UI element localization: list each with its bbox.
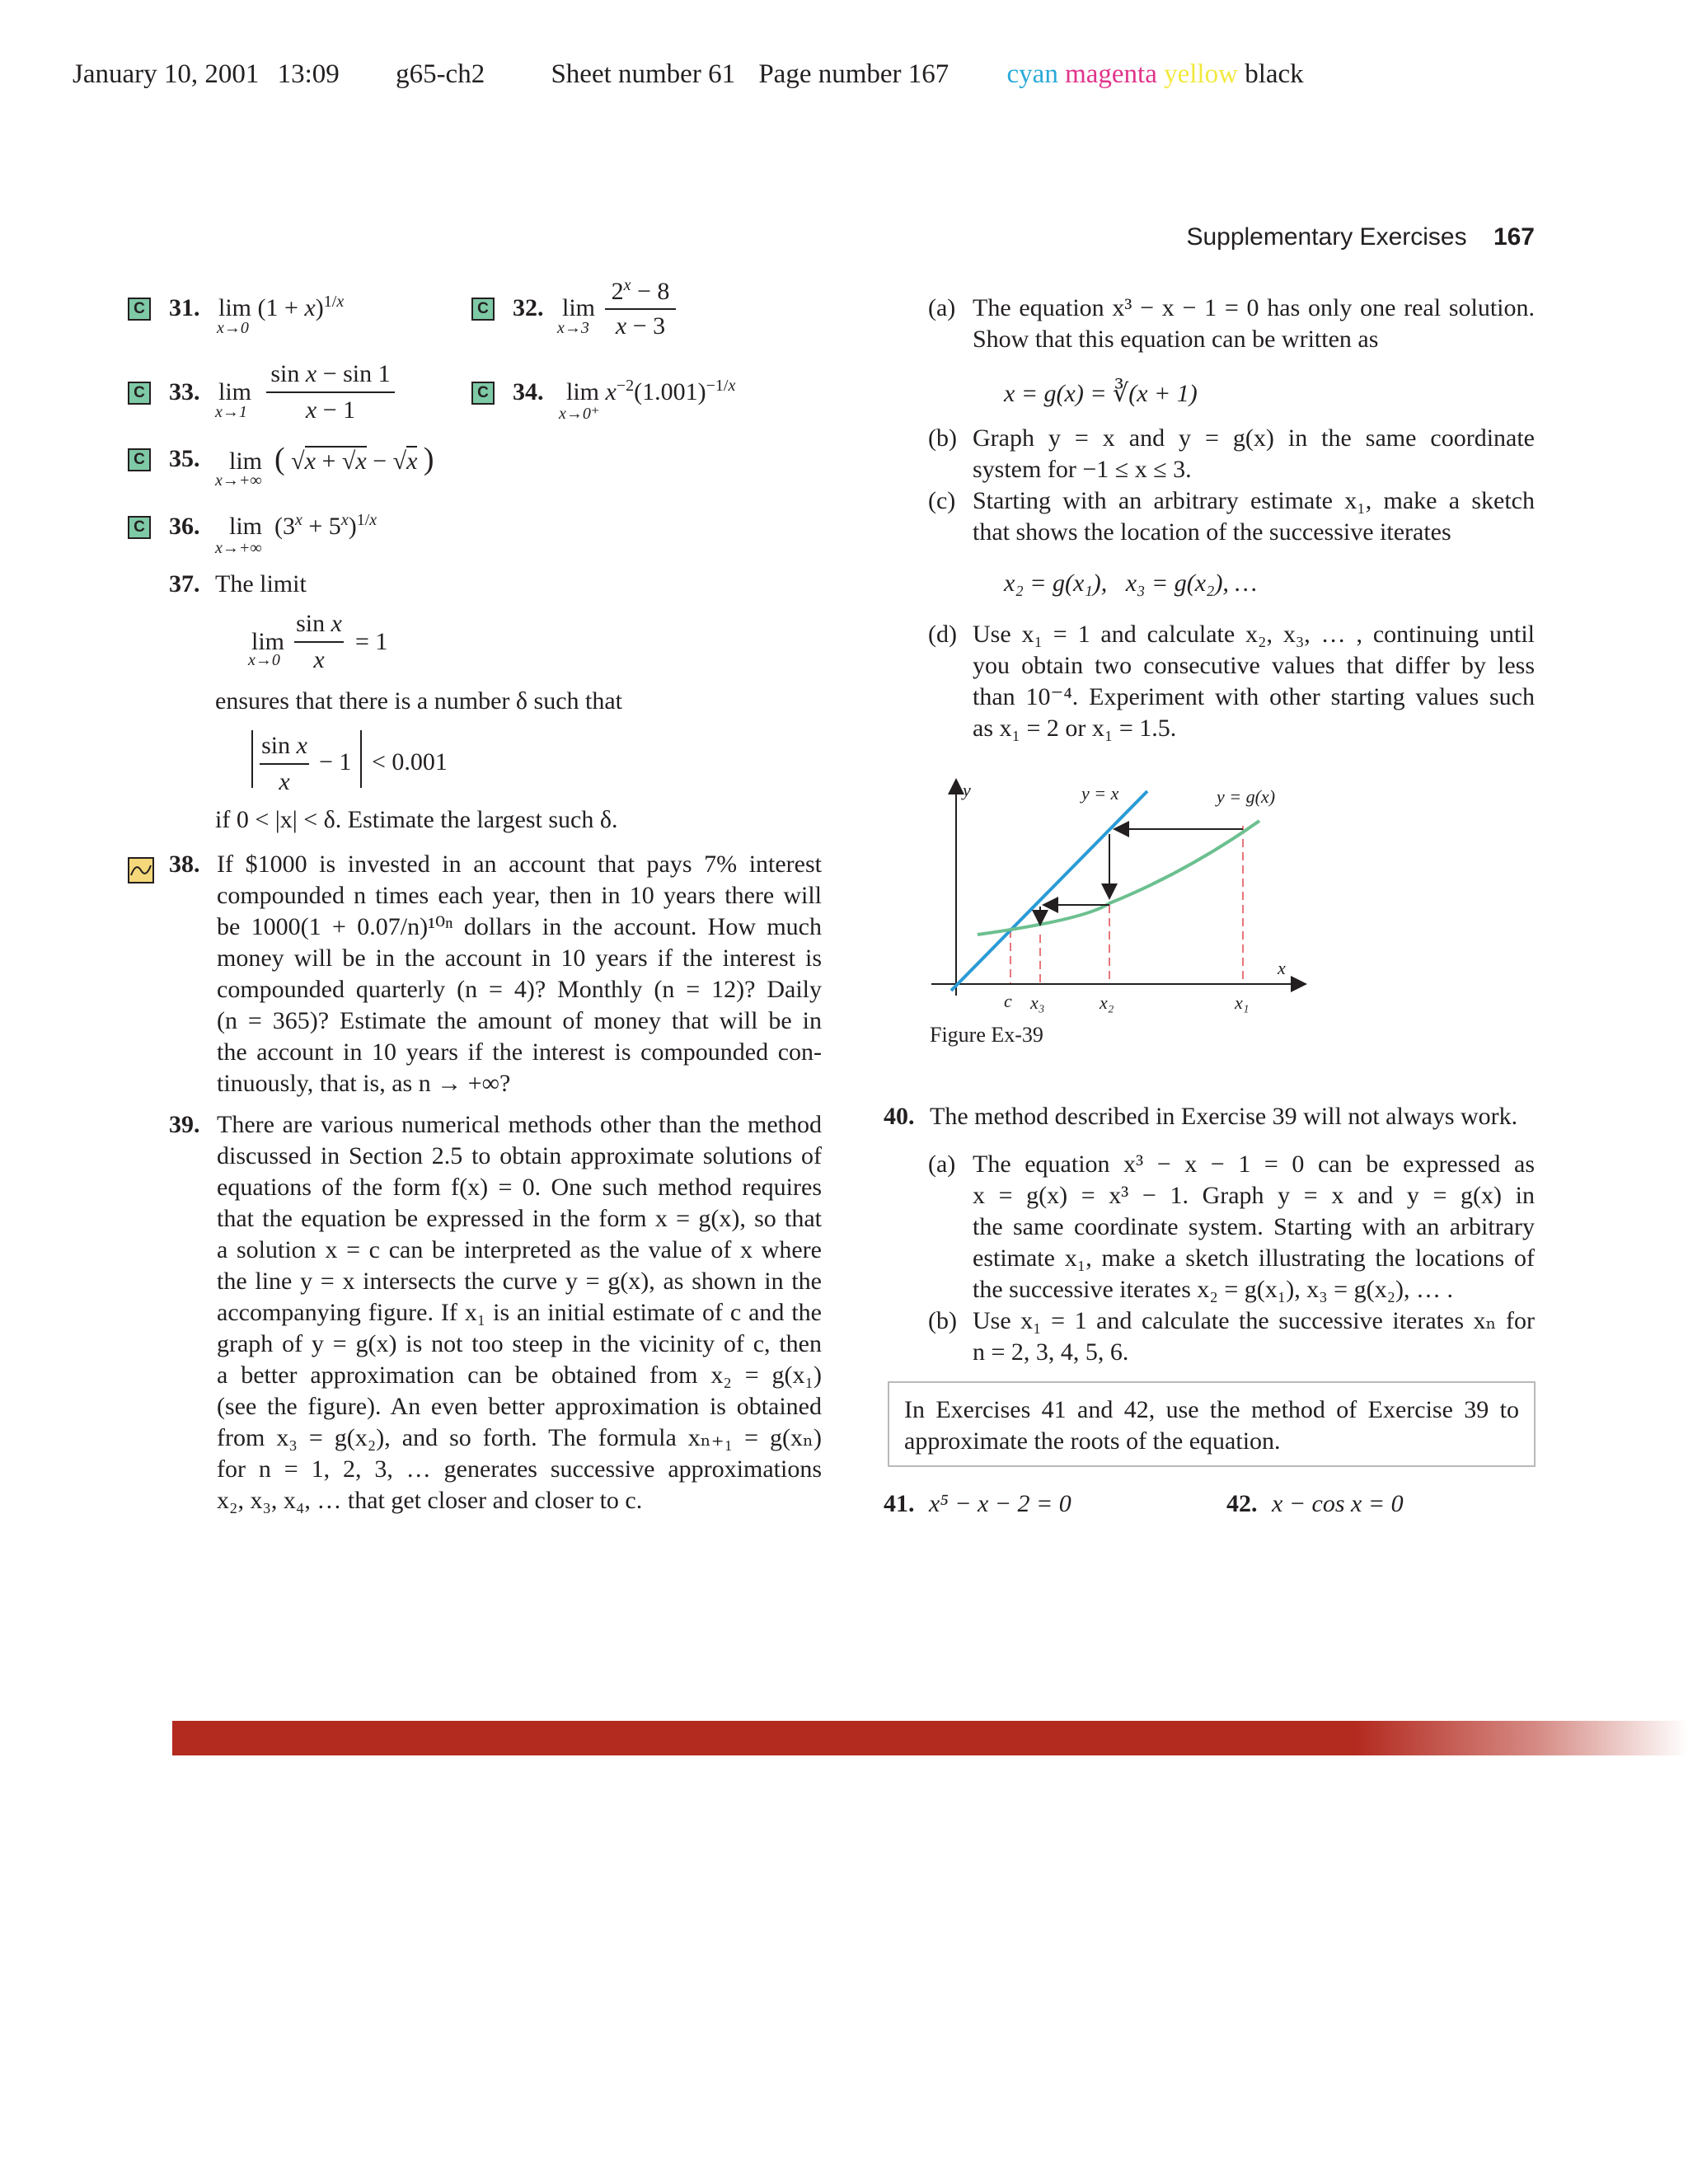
equation: x⁵ − x − 2 = 0 xyxy=(929,1490,1071,1517)
limit-subscript: x→3 xyxy=(557,319,589,337)
text-line: that the equation be expressed in the form x = g(x), so that xyxy=(217,1205,822,1232)
abs-value-left xyxy=(251,730,253,788)
exercise-41 xyxy=(884,1488,1213,1520)
limit-expression: $\lim (1 + x)^{1/x}$ xyxy=(218,293,345,321)
text-line: If $1000 is invested in an account that pays 7% interest xyxy=(217,851,822,878)
exercise-33 xyxy=(128,359,457,433)
x-axis-label: x xyxy=(1278,958,1286,978)
graph-icon xyxy=(128,857,154,883)
text-line: discussed in Section 2.5 to obtain approximate solutions of xyxy=(217,1142,822,1169)
exercise-36 xyxy=(128,503,474,557)
exercise-32 xyxy=(471,276,719,350)
part-a-equation: x = g(x) = ∛(x + 1) xyxy=(1004,380,1198,407)
fraction-bar xyxy=(294,641,344,643)
exercise-34 xyxy=(471,375,818,424)
slug-magenta: magenta xyxy=(1065,59,1157,89)
limit-subscript: x→0⁺ xyxy=(559,405,600,423)
slug-cyan: cyan xyxy=(1006,59,1058,89)
x1-label: x₁ xyxy=(1235,992,1250,1013)
exercise-number: 36. xyxy=(169,513,200,540)
limit-subscript: x→+∞ xyxy=(215,539,262,557)
text-line: Use x₁ = 1 and calculate the successive iterates xₙ for xyxy=(973,1307,1535,1334)
inequality: < 0.001 xyxy=(372,748,448,776)
numerator: sin x xyxy=(261,732,307,759)
exercise-body xyxy=(217,849,822,1099)
text-line: (see the figure). An even better approximation is obtained xyxy=(217,1393,822,1420)
text-line: graph of y = g(x) is not too steep in the vicinity of c, then xyxy=(217,1330,822,1357)
calculator-icon: C xyxy=(128,448,151,471)
slug-page: Page number 167 xyxy=(758,59,950,89)
text-line: for n = 1, 2, 3, … generates successive approximations xyxy=(217,1455,822,1483)
exercise-38 xyxy=(128,849,822,1104)
running-header xyxy=(1154,223,1535,252)
exercise-intro: The method described in Exercise 39 will not always work. xyxy=(930,1103,1518,1130)
exercise-number: 40. xyxy=(884,1103,915,1130)
text-line: approximate the roots of the equation. xyxy=(904,1427,1281,1455)
exercise-number: 38. xyxy=(169,851,200,878)
text-line: x₂, x₃, x₄, … that get closer and closer to c. xyxy=(217,1487,643,1514)
x3-label: x₃ xyxy=(1030,992,1045,1013)
curve-label: y = g(x) xyxy=(1217,786,1276,807)
text-line: The equation x³ − x − 1 = 0 has only one real solution. xyxy=(973,294,1535,321)
slug-line xyxy=(73,58,1304,91)
exercise-number: 42. xyxy=(1226,1490,1258,1517)
x2-label: x₂ xyxy=(1100,992,1114,1013)
slug-file: g65-ch2 xyxy=(396,59,485,89)
exercise-number: 34. xyxy=(513,378,544,405)
denominator: x xyxy=(279,768,290,795)
part-label: (d) xyxy=(928,621,957,648)
text-line: compounded quarterly (n = 4)? Monthly (n = 12)? Daily xyxy=(217,976,822,1003)
text-line: tinuously, that is, as n → +∞? xyxy=(217,1070,511,1097)
exercise-intro: The limit xyxy=(215,570,307,598)
exercise-31 xyxy=(128,293,474,342)
text-line: x = g(x) = x³ − 1. Graph y = x and y = g(x) in xyxy=(973,1182,1535,1209)
c-label: c xyxy=(1004,991,1012,1011)
minus-one: − 1 xyxy=(319,748,352,776)
exercise-37 xyxy=(169,569,828,841)
text-line: you obtain two consecutive values that differ by less xyxy=(973,652,1535,679)
limit-word: lim xyxy=(251,628,285,655)
text-line: system for −1 ≤ x ≤ 3. xyxy=(973,456,1192,483)
exercise-number: 37. xyxy=(169,570,200,598)
exercise-end: if 0 < |x| < δ. Estimate the largest such δ. xyxy=(215,806,618,833)
line-label: y = x xyxy=(1081,783,1119,804)
y-axis-label: y xyxy=(963,780,971,800)
text-line: the same coordinate system. Starting with an arbitrary xyxy=(973,1213,1535,1240)
slug-sheet: Sheet number 61 xyxy=(551,59,736,89)
text-line: equations of the form f(x) = 0. One such method requires xyxy=(217,1174,822,1201)
text-line: as x₁ = 2 or x₁ = 1.5. xyxy=(973,715,1177,742)
exercise-35 xyxy=(128,437,540,494)
text-line: money will be in the account in 10 years if the interest is xyxy=(217,944,822,972)
limit-subscript: x→1 xyxy=(215,403,247,421)
text-line: the account in 10 years if the interest is compounded con- xyxy=(217,1038,822,1066)
calculator-icon: C xyxy=(128,298,151,321)
exercise-39 xyxy=(169,1109,822,1521)
figure-ex-39 xyxy=(923,775,1319,1022)
part-label: (c) xyxy=(928,487,956,514)
denominator: x − 1 xyxy=(305,396,356,424)
fraction-bar xyxy=(266,391,395,393)
limit-word: lim xyxy=(562,294,596,321)
calculator-icon: C xyxy=(471,298,495,321)
text-line: There are various numerical methods other than the method xyxy=(217,1111,822,1138)
calculator-icon: C xyxy=(128,516,151,539)
limit-expression: $\lim x^{-2}(1.001)^{-1/x}$ xyxy=(566,377,736,405)
exercise-number: 32. xyxy=(513,294,544,321)
equals-one: = 1 xyxy=(355,628,388,655)
text-line: In Exercises 41 and 42, use the method of Exercise 39 to xyxy=(904,1396,1519,1423)
exercise-39-parts xyxy=(928,293,1535,754)
limit-expression: lim ( √x + √x − √x ) xyxy=(229,442,434,476)
curve-g xyxy=(978,821,1259,935)
slug-yellow: yellow xyxy=(1164,59,1238,89)
part-label: (a) xyxy=(928,1151,956,1178)
numerator: sin x xyxy=(296,610,342,637)
exercise-number: 33. xyxy=(169,378,200,405)
text-line: a better approximation can be obtained from x₂ = g(x₁) xyxy=(217,1361,822,1389)
exercise-42 xyxy=(1226,1488,1540,1520)
footer-bar xyxy=(172,1721,1688,1755)
abs-value-right xyxy=(360,730,362,788)
exercise-number: 41. xyxy=(884,1490,915,1517)
numerator: sin x − sin 1 xyxy=(270,360,391,387)
figure-caption: Figure Ex-39 xyxy=(930,1023,1043,1047)
text-line: than 10⁻⁴. Experiment with other starting values such xyxy=(973,683,1535,710)
fraction-bar xyxy=(605,308,676,310)
line-y-equals-x xyxy=(951,791,1147,991)
slug-time: 13:09 xyxy=(277,59,340,89)
limit-expression: $\lim (3^x + 5^x)^{1/x}$ xyxy=(229,511,377,540)
limit-word: lim xyxy=(218,378,252,405)
text-line: a solution x = c can be interpreted as the value of x where xyxy=(217,1236,822,1263)
text-line: Use x₁ = 1 and calculate x₂, x₃, … , continuing until xyxy=(973,621,1535,648)
text-line: from x₃ = g(x₂), and so forth. The formula xₙ₊₁ = g(xₙ) xyxy=(217,1424,822,1451)
denominator: x − 3 xyxy=(615,312,666,340)
exercise-number: 39. xyxy=(169,1111,200,1138)
exercise-mid: ensures that there is a number δ such that xyxy=(215,687,622,715)
section-title: Supplementary Exercises xyxy=(1186,223,1467,251)
slug-date: January 10, 2001 xyxy=(73,59,260,89)
exercise-40 xyxy=(884,1101,1535,1373)
exercise-number: 35. xyxy=(169,445,200,472)
text-line: the successive iterates x₂ = g(x₁), x₃ = g(x₂), … . xyxy=(973,1276,1454,1303)
equation: x − cos x = 0 xyxy=(1272,1490,1404,1517)
text-line: the line y = x intersects the curve y = g(x), as shown in the xyxy=(217,1268,822,1295)
denominator: x xyxy=(313,646,325,673)
exercise-body xyxy=(217,1109,822,1516)
text-line: The equation x³ − x − 1 = 0 can be expressed as xyxy=(973,1151,1535,1178)
exercise-number: 31. xyxy=(169,294,200,321)
part-label: (a) xyxy=(928,294,956,321)
part-label: (b) xyxy=(928,1307,957,1334)
part-label: (b) xyxy=(928,424,957,452)
page-number: 167 xyxy=(1493,223,1535,251)
instruction-box xyxy=(888,1381,1536,1467)
text-line: n = 2, 3, 4, 5, 6. xyxy=(973,1338,1129,1366)
text-line: estimate x₁, make a sketch illustrating the locations of xyxy=(973,1244,1535,1272)
text-line: be 1000(1 + 0.07/n)¹⁰ⁿ dollars in the account. How much xyxy=(217,913,822,940)
text-line: (n = 365)? Estimate the amount of money that will be in xyxy=(217,1007,822,1034)
text-line: accompanying figure. If x₁ is an initial estimate of c and the xyxy=(217,1299,822,1326)
part-c-equation: x₂ = g(x₁), x₃ = g(x₂), … xyxy=(1004,569,1258,597)
text-line: Graph y = x and y = g(x) in the same coordinate xyxy=(973,424,1535,452)
limit-subscript: x→0 xyxy=(248,651,280,669)
calculator-icon: C xyxy=(471,382,495,405)
fraction-bar xyxy=(260,763,309,765)
text-line: that shows the location of the successive iterates xyxy=(973,518,1451,546)
numerator: $2^x - 8$ xyxy=(611,276,670,305)
text-line: Show that this equation can be written as xyxy=(973,326,1379,353)
text-line: Starting with an arbitrary estimate x₁, make a sketch xyxy=(973,487,1535,514)
text-line: compounded n times each year, then in 10 years there will xyxy=(217,882,822,909)
limit-subscript: x→+∞ xyxy=(215,471,262,490)
limit-subscript: x→0 xyxy=(217,319,249,337)
calculator-icon: C xyxy=(128,382,151,405)
slug-black: black xyxy=(1245,59,1304,89)
